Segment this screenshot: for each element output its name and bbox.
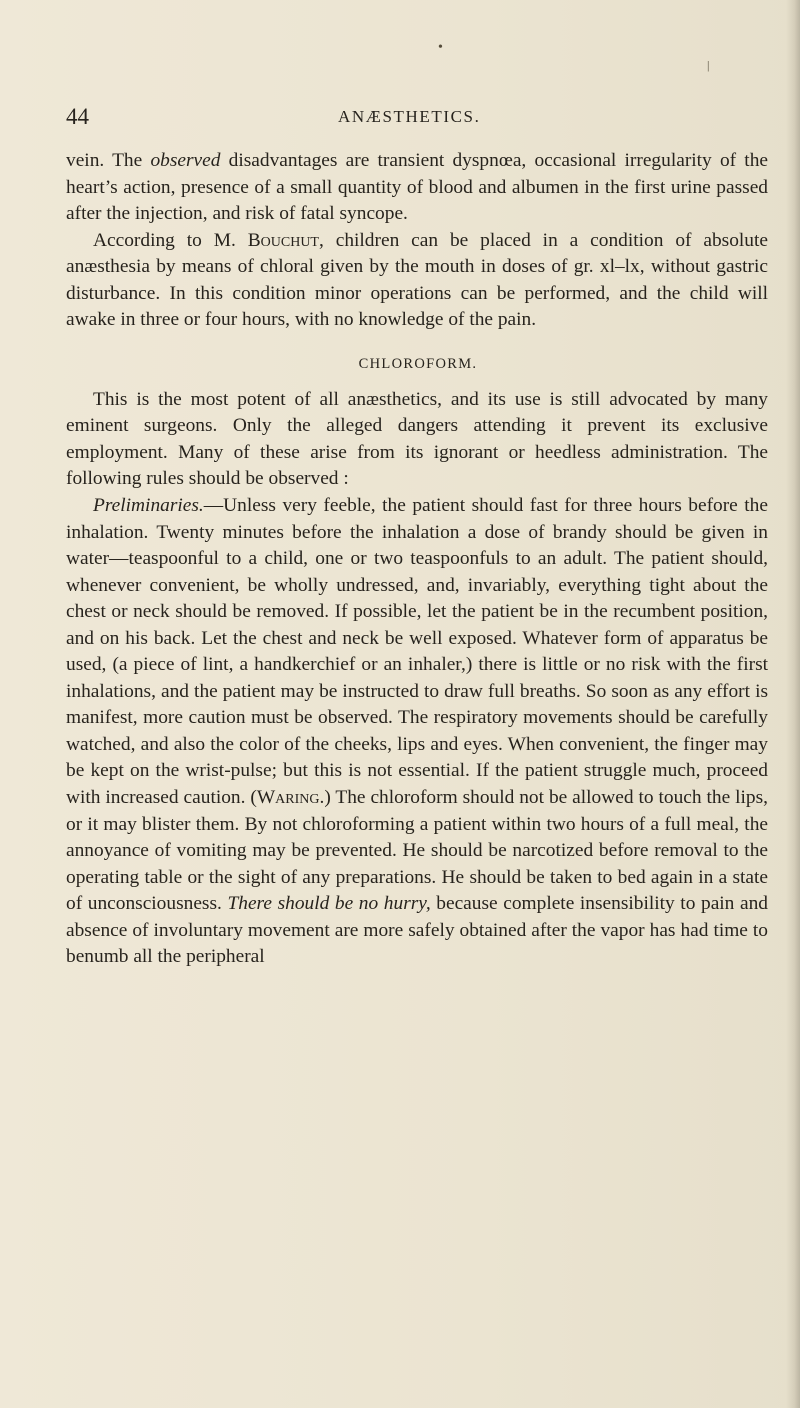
emphasis: There should be no hurry, xyxy=(227,893,431,915)
emphasis: observed xyxy=(150,150,221,171)
body-text xyxy=(66,148,768,971)
text-run: According to M. xyxy=(93,229,248,251)
text-run: .) The chloroform should not be allowed to touch the lips, or it may blister them. By not chloroforming a patient within two hours of a full meal, the annoyance of vomiting may be prevented. He should be narcotized before removal to the operating table or the sight of any preparations. He should be taken to bed again in a state of unconsciousness. xyxy=(66,787,768,915)
section-heading: CHLOROFORM. xyxy=(358,355,478,372)
paragraph-preliminaries xyxy=(66,493,768,971)
paragraph-bouchut xyxy=(66,228,768,334)
author-name: Waring xyxy=(256,787,320,809)
emphasis: Preliminaries. xyxy=(93,495,204,517)
paragraph-chloroform-intro xyxy=(66,387,768,493)
speck-mark: • xyxy=(438,40,443,55)
running-title: ANÆSTHETICS. xyxy=(338,107,481,126)
text-run: —Unless very feeble, the patient should fast for three hours before the inhalation. Twenty minutes before the inhalation a dose of brandy should be given in water—teaspoonful to a child, one or two teaspoonfuls to an adult. The patient should, whenever convenient, be wholly undressed, and, invariably, everything tight about the chest or neck should be removed. If possible, let the patient be in the recumbent position, and on his back. Let the chest and neck be well exposed. Whatever form of apparatus be used, (a piece of lint, a handkerchief or an inhaler,) there is little or no risk with the first inhalations, and the patient may be instructed to draw full breaths. So soon as any effort is manifest, more caution must be observed. The respiratory movements should be carefully watched, and also the color of the cheeks, lips and eyes. When convenient, the finger may be kept on the wrist-pulse; but this is not essential. If the patient struggle much, proceed with increased caution. ( xyxy=(66,495,768,809)
text-run: because complete insensibility to pain and absence of involuntary movement are more safely obtained after the vapor has had time to benumb all the peripheral xyxy=(66,893,768,968)
text-run: disadvantages are transient dyspnœa, occasional irregularity of the heart’s action, presence of a small quantity of blood and albumen in the first urine passed after the injection, and risk of fatal syncope. xyxy=(66,150,768,225)
author-name: Bouchut xyxy=(247,229,319,251)
speck-mark: | xyxy=(707,58,710,72)
text-run: This is the most potent of all anæsthetics, and its use is still advocated by many eminent surgeons. Only the alleged dangers attending it prevent its exclusive employment. Many of these arise from its ignorant or heedless administration. The following rules should be observed : xyxy=(66,388,768,490)
text-run: vein. The xyxy=(66,150,151,171)
page-edge-shadow xyxy=(786,0,800,1408)
paragraph-continuation xyxy=(66,148,768,228)
page-header xyxy=(0,104,800,134)
text-run: , children can be placed in a condition of absolute anæsthesia by means of chloral given by the mouth in doses of gr. xl–lx, without gastric disturbance. In this condition minor operations can be performed, and the child will awake in three or four hours, with no knowledge of the pain. xyxy=(66,229,768,331)
page-number: 44 xyxy=(66,104,89,129)
